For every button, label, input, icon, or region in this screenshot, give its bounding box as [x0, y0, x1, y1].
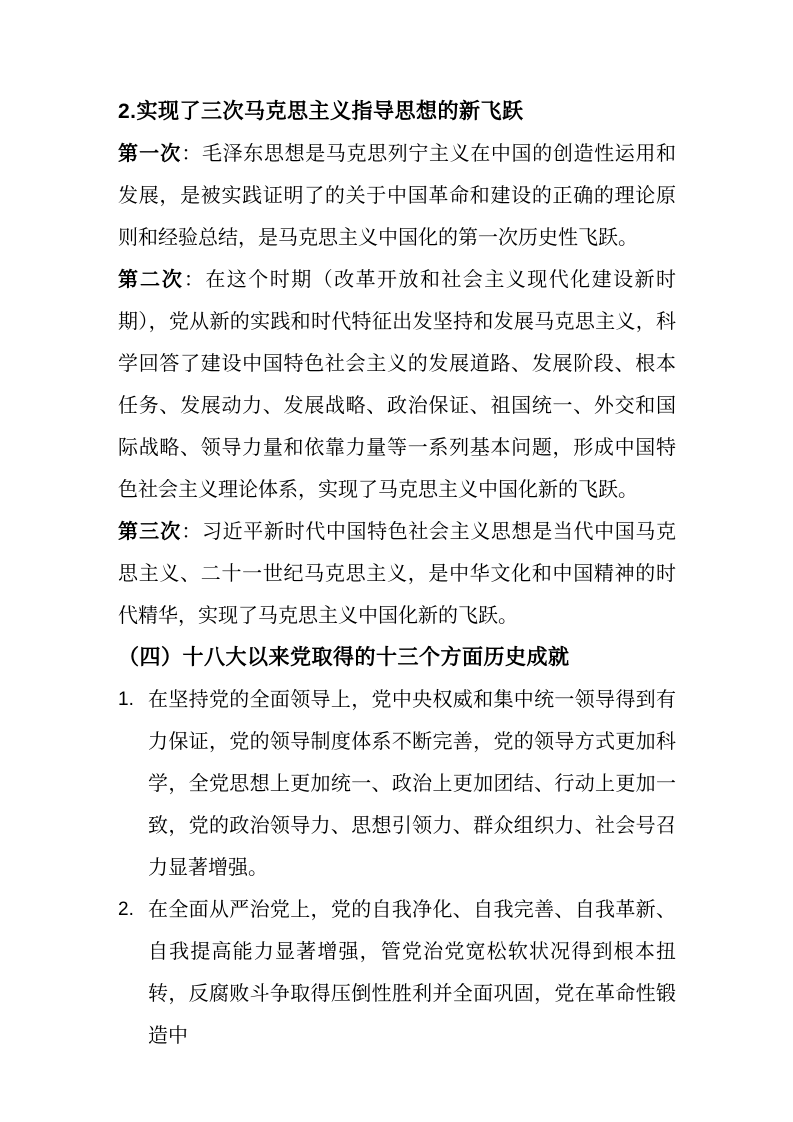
section-heading-thirteen-achievements: （四）十八大以来党取得的十三个方面历史成就 — [118, 646, 570, 669]
paragraph-first-leap — [118, 133, 676, 259]
section-heading-three-leaps: 2.实现了三次马克思主义指导思想的新飞跃 — [118, 100, 524, 123]
paragraph-text-third: ：习近平新时代中国特色社会主义思想是当代中国马克思主义、二十一世纪马克思主义，是中华文化和中国精神的时代精华，实现了马克思主义中国化新的飞跃。 — [118, 521, 677, 627]
paragraph-label-second: 第二次 — [118, 269, 184, 291]
paragraph-text-first: ：毛泽东思想是马克思列宁主义在中国的创造性运用和发展，是被实践证明了的关于中国革命和建设的正确的理论原则和经验总结，是马克思主义中国化的第一次历史性飞跃。 — [118, 143, 677, 249]
list-item-text: 在全面从严治党上，党的自我净化、自我完善、自我革新、自我提高能力显著增强，管党治党宽松软状况得到根本扭转，反腐败斗争取得压倒性胜利并全面巩固，党在革命性锻造中 — [148, 899, 676, 1047]
list-item-text: 在坚持党的全面领导上，党中央权威和集中统一领导得到有力保证，党的领导制度体系不断完善，党的领导方式更加科学，全党思想上更加统一、政治上更加团结、行动上更加一致，党的政治领导力、思想引领力、群众组织力、社会号召力显著增强。 — [148, 689, 676, 879]
list-item-number: 1. — [118, 689, 134, 710]
list-item — [118, 889, 676, 1057]
paragraph-label-third: 第三次 — [118, 521, 182, 543]
paragraph-text-second: ：在这个时期（改革开放和社会主义现代化建设新时期），党从新的实践和时代特征出发坚持和发展马克思主义，科学回答了建设中国特色社会主义的发展道路、发展阶段、根本任务、发展动力、发展战略、政治保证、祖国统一、外交和国际战略、领导力量和依靠力量等一系列基本问题，形成中国特色社会主义理论体系，实现了马克思主义中国化新的飞跃。 — [118, 269, 677, 501]
paragraph-label-first: 第一次 — [118, 143, 182, 165]
list-item — [118, 679, 676, 889]
list-item-number: 2. — [118, 899, 134, 920]
paragraph-second-leap — [118, 259, 676, 511]
achievements-list — [118, 679, 676, 1057]
paragraph-third-leap — [118, 511, 676, 637]
